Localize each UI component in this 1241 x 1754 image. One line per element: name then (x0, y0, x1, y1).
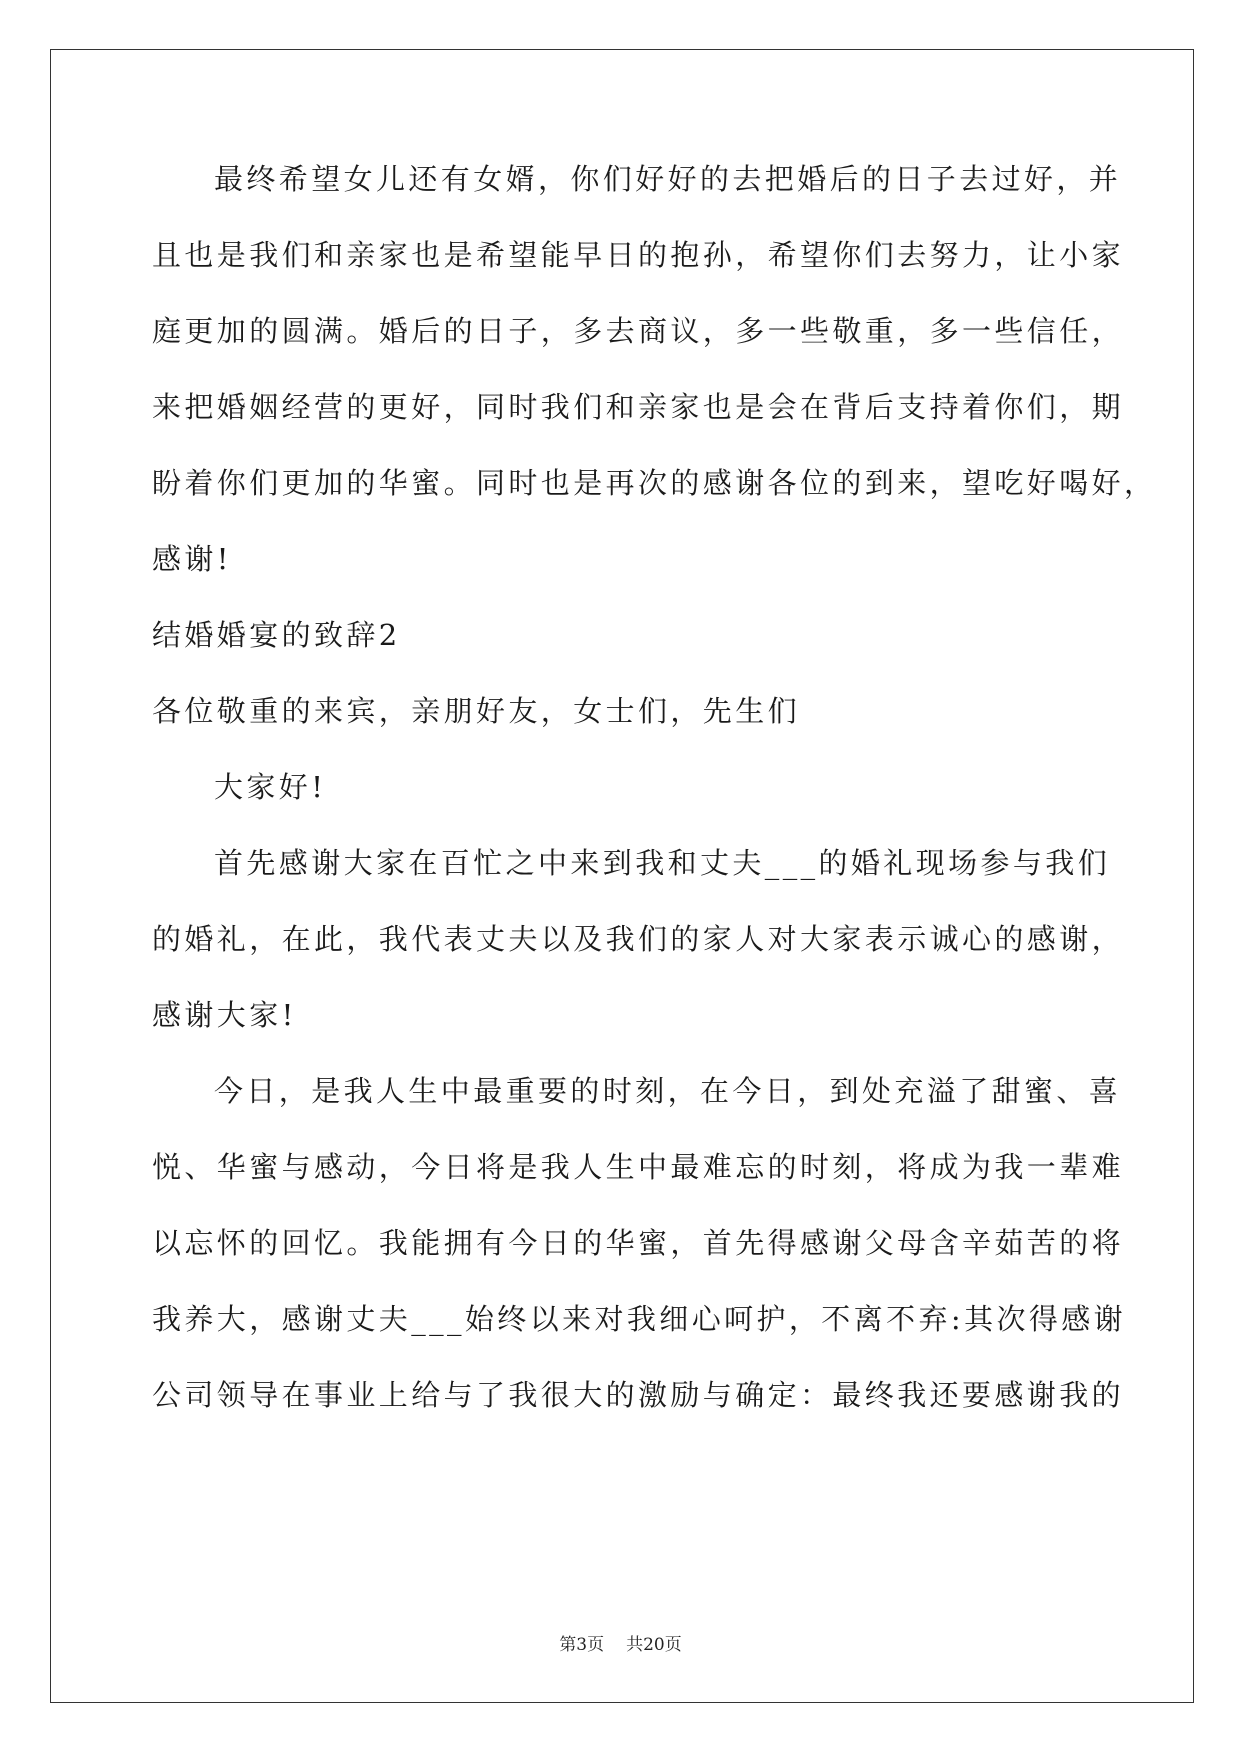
paragraph-line: 盼着你们更加的华蜜。同时也是再次的感谢各位的到来，望吃好喝好， (152, 466, 1157, 500)
section-heading: 结婚婚宴的致辞2 (152, 618, 401, 652)
page-total: 共20页 (626, 1635, 682, 1655)
page-footer (0, 1630, 1241, 1655)
page-number: 第3页 (559, 1635, 605, 1655)
paragraph-line: 的婚礼，在此，我代表丈夫以及我们的家人对大家表示诚心的感谢， (152, 922, 1125, 956)
paragraph-line: 感谢! (152, 542, 232, 576)
paragraph-line: 以忘怀的回忆。我能拥有今日的华蜜，首先得感谢父母含辛茹苦的将 (152, 1226, 1125, 1260)
paragraph-line: 且也是我们和亲家也是希望能早日的抱孙，希望你们去努力，让小家 (152, 238, 1125, 272)
paragraph-line: 今日，是我人生中最重要的时刻，在今日，到处充溢了甜蜜、喜 (214, 1074, 1122, 1108)
document-body (152, 160, 1157, 1452)
paragraph-line: 最终希望女儿还有女婿，你们好好的去把婚后的日子去过好，并 (214, 162, 1122, 196)
paragraph-line: 悦、华蜜与感动，今日将是我人生中最难忘的时刻，将成为我一辈难 (152, 1150, 1125, 1184)
salutation-line: 各位敬重的来宾，亲朋好友，女士们，先生们 (152, 694, 801, 728)
greeting-line: 大家好! (214, 770, 327, 804)
paragraph-line: 首先感谢大家在百忙之中来到我和丈夫___的婚礼现场参与我们 (214, 846, 1111, 880)
paragraph-line: 庭更加的圆满。婚后的日子，多去商议，多一些敬重，多一些信任， (152, 314, 1125, 348)
paragraph-line: 我养大，感谢丈夫___始终以来对我细心呵护，不离不弃:其次得感谢 (152, 1302, 1127, 1336)
paragraph-line: 来把婚姻经营的更好，同时我们和亲家也是会在背后支持着你们，期 (152, 390, 1125, 424)
paragraph-line: 感谢大家! (152, 998, 297, 1032)
paragraph-line: 公司领导在事业上给与了我很大的激励与确定：最终我还要感谢我的 (152, 1378, 1125, 1412)
